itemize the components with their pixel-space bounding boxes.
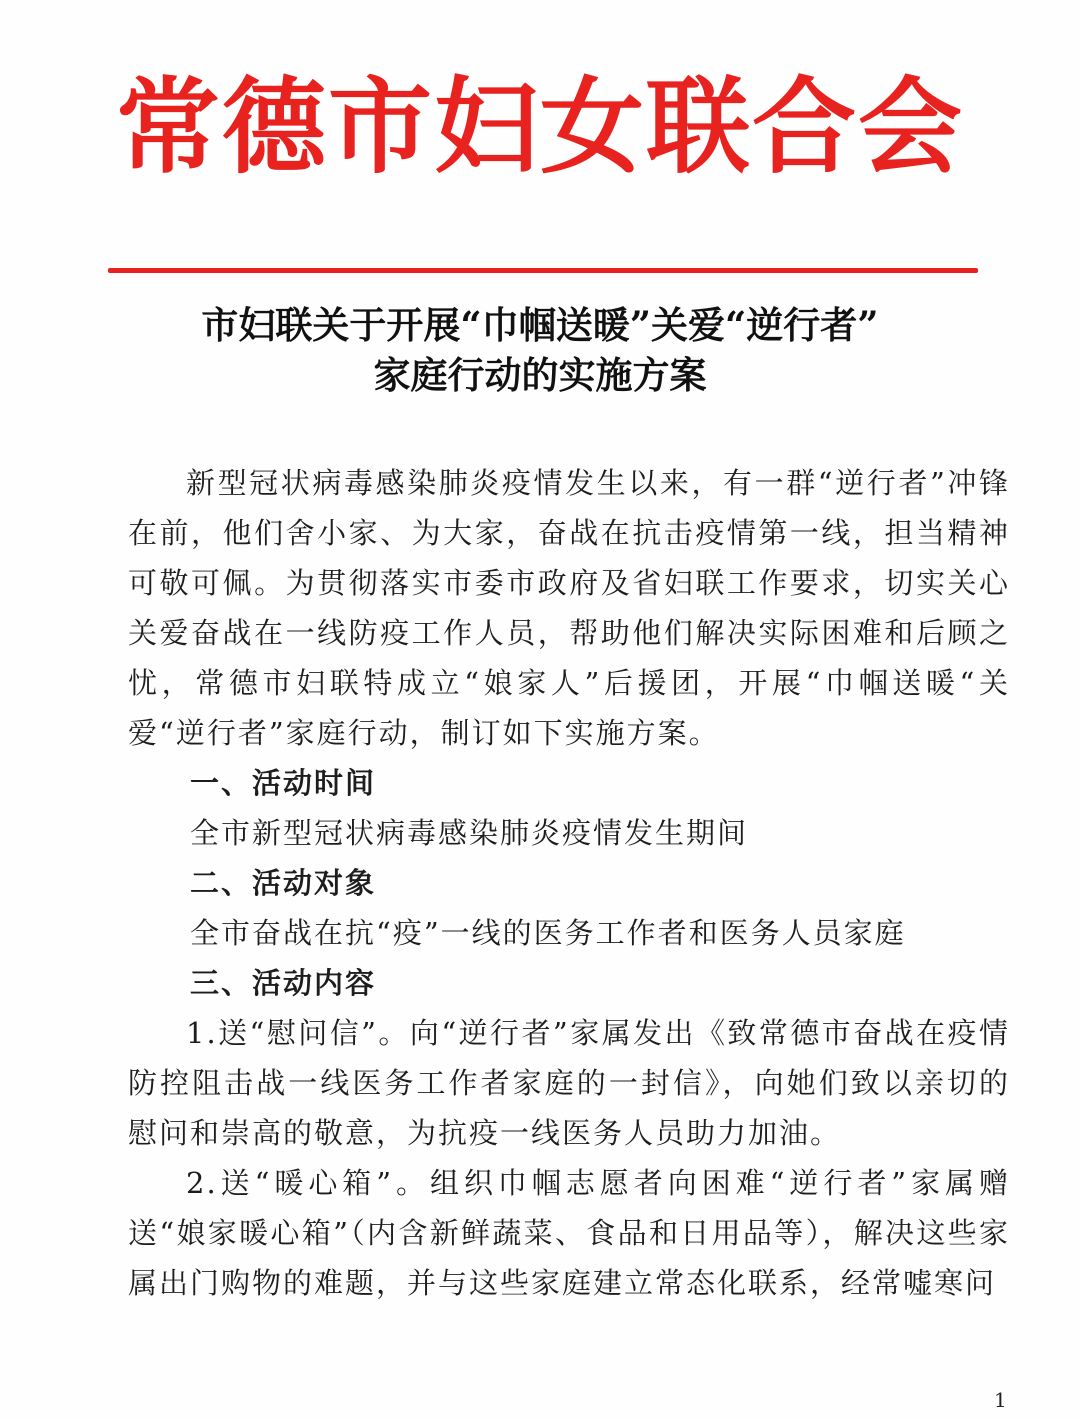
intro-paragraph: 新型冠状病毒感染肺炎疫情发生以来，有一群“逆行者”冲锋在前，他们舍小家、为大家，奋战在抗击疫情第一线，担当精神可敬可佩。为贯彻落实市委市政府及省妇联工作要求，切实关心关爱奋战在一线防疫工作人员，帮助他们解决实际困难和后顾之忧，常德市妇联特成立“娘家人”后援团，开展“巾帼送暖“关爱“逆行者”家庭行动，制订如下实施方案。	[128, 466, 1010, 750]
section-heading-target: 二、活动对象	[190, 866, 377, 900]
content-item-warm-box: 2.送“暖心箱”。组织巾帼志愿者向困难“逆行者”家属赠送“娘家暖心箱”（内含新鲜蔬菜、食品和日用品等），解决这些家属出门购物的难题，并与这些家庭建立常态化联系，经常嘘寒问	[128, 1166, 1010, 1300]
title-line-1: 市妇联关于开展“巾帼送暖”关爱“逆行者”	[201, 303, 879, 347]
content-item-letter: 1.送“慰问信”。向“逆行者”家属发出《致常德市奋战在疫情防控阻击战一线医务工作者家庭的一封信》，向她们致以亲切的慰问和崇高的敬意，为抗疫一线医务人员助力加油。	[128, 1016, 1010, 1150]
document-body	[128, 458, 1010, 1308]
title-line-2: 家庭行动的实施方案	[373, 353, 707, 397]
masthead-org-name: 常德市妇女联合会	[115, 65, 964, 188]
section-heading-time: 一、活动时间	[190, 766, 377, 800]
page-number: 1	[994, 1388, 1007, 1412]
section-text-time: 全市新型冠状病毒感染肺炎疫情发生期间	[190, 816, 749, 850]
red-divider-line	[108, 268, 978, 273]
document-title	[100, 300, 980, 400]
section-heading-content: 三、活动内容	[190, 966, 377, 1000]
section-text-target: 全市奋战在抗“疫”一线的医务工作者和医务人员家庭	[190, 916, 906, 950]
